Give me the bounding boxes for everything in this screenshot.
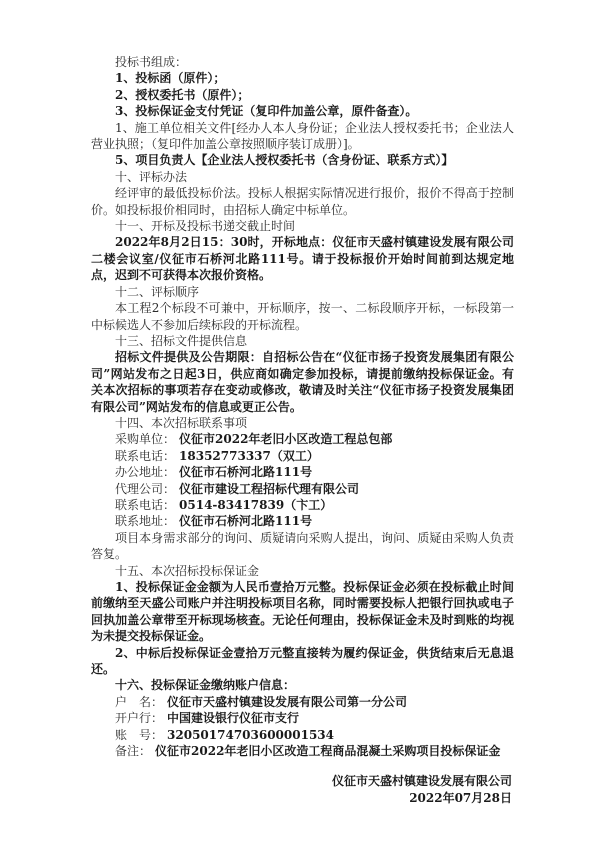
- contact-value: 仪征市建设工程招标代理有限公司: [179, 481, 360, 496]
- account-value: 仪征市天盛村镇建设发展有限公司第一分公司: [167, 694, 408, 709]
- account-heading: 十六、投标保证金缴纳账户信息：: [115, 678, 296, 693]
- account-key: 账 号：: [115, 727, 164, 742]
- contact-key: 联系电话：: [115, 448, 176, 463]
- order-text: 本工程2个标段不可兼中，开标顺序，按一、二标段顺序开标，一标段第一中标候选人不参加后续标段的开标流程。: [91, 301, 514, 332]
- account-key: 开户行：: [115, 711, 164, 726]
- evaluation-heading: 十、评标办法: [115, 169, 188, 184]
- docs-text: 招标文件提供及公告期限：自招标公告在“仪征市扬子投资发展集团有限公司”网站发布之日起3日，供应商如确定参加投标，请提前缴纳投标保证金。有关本次招标的事项若存在变动或修改，敬请及时关注“仪征市扬子投资发展集团有限公司”网站发布的信息或更正公告。: [91, 350, 514, 414]
- deadline-heading: 十一、开标及投标书递交截止时间: [115, 219, 296, 234]
- contact-row: [91, 464, 514, 480]
- composition-title: 投标书组成：: [115, 55, 188, 69]
- contacts-heading: 十四、本次招标联系事项: [115, 415, 248, 430]
- account-value: 32050174703600001534: [167, 727, 335, 742]
- contact-row: [91, 431, 514, 447]
- contact-row: [91, 481, 514, 497]
- contact-key: 办公地址：: [115, 465, 176, 480]
- contacts-list: [91, 431, 514, 529]
- docs-heading: 十三、招标文件提供信息: [115, 333, 248, 348]
- contact-key: 采购单位：: [115, 432, 176, 447]
- composition-item-5: 5、项目负责人【企业法人授权委托书（含身份证、联系方式）】: [115, 153, 454, 168]
- composition-item-2: 2、授权委托书（原件）；: [115, 87, 250, 102]
- contact-key: 联系电话：: [115, 497, 176, 512]
- signature-date: 2022年07月28日: [409, 790, 512, 805]
- account-key: 户 名：: [115, 694, 164, 709]
- composition-item-3: 3、投标保证金支付凭证（复印件加盖公章，原件备查）。: [115, 104, 418, 119]
- order-heading: 十二、评标顺序: [115, 284, 200, 299]
- contact-value: 18352773337（双工）: [179, 448, 319, 463]
- composition-item-1: 1、投标函（原件）；: [115, 71, 226, 86]
- contact-value: 仪征市2022年老旧小区改造工程总包部: [179, 432, 393, 447]
- deposit-paragraph-1: 1、投标保证金金额为人民币壹拾万元整。投标保证金必须在投标截止时间前缴纳至天盛公司账户并注明投标项目名称，同时需要投标人把银行回执或电子回执加盖公章带至开标现场核查。无论任何理由，投标保证金未及时到账的均视为未提交投标保证金。: [91, 580, 514, 644]
- deposit-heading: 十五、本次招标投标保证金: [115, 563, 260, 578]
- account-value: 仪征市2022年老旧小区改造工程商品混凝土采购项目投标保证金: [155, 744, 501, 759]
- account-row: [91, 743, 514, 759]
- evaluation-text: 经评审的最低投标价法。投标人根据实际情况进行报价，报价不得高于控制价。如投标报价相同时，由招标人确定中标单位。: [91, 186, 514, 217]
- deposit-paragraph-2: 2、中标后投标保证金壹拾万元整直接转为履约保证金，供货结束后无息退还。: [91, 645, 514, 677]
- contact-row: [91, 513, 514, 529]
- contact-key: 代理公司：: [115, 481, 176, 496]
- contact-key: 联系地址：: [115, 514, 176, 529]
- account-row: [91, 727, 514, 743]
- contacts-note: 项目本身需求部分的询问、质疑请向采购人提出，询问、质疑由采购人负责答复。: [91, 530, 514, 562]
- signature-company: 仪征市天盛村镇建设发展有限公司: [331, 774, 512, 789]
- contact-value: 仪征市石桥河北路111号: [179, 465, 313, 480]
- account-row: [91, 710, 514, 726]
- deadline-text: 2022年8月2日15：30时，开标地点：仪征市天盛村镇建设发展有限公司二楼会议室/仪征市石桥河北路111号。请于投标报价开始时间前到达规定地点，迟到不可获得本次报价资格。: [91, 235, 514, 283]
- contact-value: 0514-83417839（卞工）: [179, 497, 333, 512]
- composition-item-1b: 1、施工单位相关文件[经办人本人身份证；企业法人授权委托书；企业法人营业执照；（复印件加盖公章按照顺序装订成册）]。: [91, 120, 514, 152]
- account-value: 中国建设银行仪征市支行: [167, 711, 300, 726]
- contact-row: [91, 497, 514, 513]
- account-key: 备注：: [115, 744, 152, 759]
- account-list: [91, 694, 514, 760]
- contact-value: 仪征市石桥河北路111号: [179, 514, 313, 529]
- contact-row: [91, 448, 514, 464]
- account-row: [91, 694, 514, 710]
